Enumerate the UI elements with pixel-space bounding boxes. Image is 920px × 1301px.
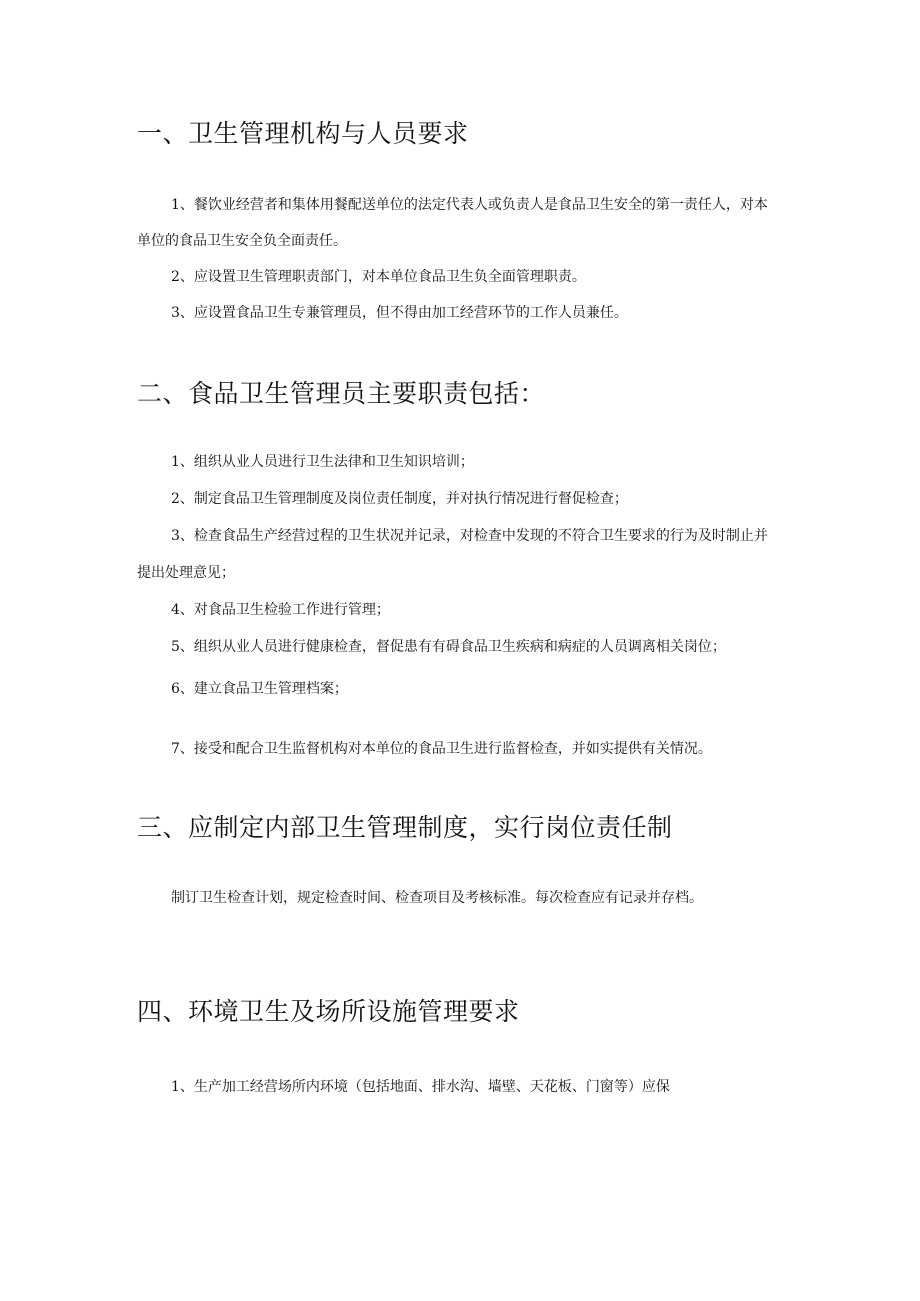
section-2-line-3: 3、检查食品生产经营过程的卫生状况并记录，对检查中发现的不符合卫生要求的行为及时制止并 <box>171 528 768 544</box>
section-2-line-2: 2、制定食品卫生管理制度及岗位责任制度，并对执行情况进行督促检查； <box>171 491 628 507</box>
section-1-line-4: 3、应设置食品卫生专兼管理员，但不得由加工经营环节的工作人员兼任。 <box>171 305 628 321</box>
section-2-line-7: 6、建立食品卫生管理档案； <box>171 681 348 697</box>
section-1-line-2: 单位的食品卫生安全负全面责任。 <box>137 233 347 249</box>
section-2-line-4: 提出处理意见； <box>137 565 235 581</box>
section-2-line-5: 4、对食品卫生检验工作进行管理； <box>171 602 390 618</box>
section-4-line-1: 1、生产加工经营场所内环境（包括地面、排水沟、墙壁、天花板、门窗等）应保 <box>171 1079 670 1095</box>
section-2-line-1: 1、组织从业人员进行卫生法律和卫生知识培训； <box>171 454 474 470</box>
section-4-heading: 四、环境卫生及场所设施管理要求 <box>137 997 520 1026</box>
section-1-heading: 一、卫生管理机构与人员要求 <box>137 119 469 148</box>
section-3-line-1: 制订卫生检查计划，规定检查时间、检查项目及考核标准。每次检查应有记录并存档。 <box>171 890 703 906</box>
section-3-heading: 三、应制定内部卫生管理制度，实行岗位责任制 <box>137 813 673 842</box>
section-2-line-6: 5、组织从业人员进行健康检查，督促患有有碍食品卫生疾病和病症的人员调离相关岗位； <box>171 639 726 655</box>
section-1-line-3: 2、应设置卫生管理职责部门，对本单位食品卫生负全面管理职责。 <box>171 269 586 285</box>
section-1-line-1: 1、餐饮业经营者和集体用餐配送单位的法定代表人或负责人是食品卫生安全的第一责任人，对本 <box>171 197 768 213</box>
section-2-heading: 二、食品卫生管理员主要职责包括： <box>137 379 546 408</box>
section-2-line-8: 7、接受和配合卫生监督机构对本单位的食品卫生进行监督检查，并如实提供有关情况。 <box>171 741 712 757</box>
